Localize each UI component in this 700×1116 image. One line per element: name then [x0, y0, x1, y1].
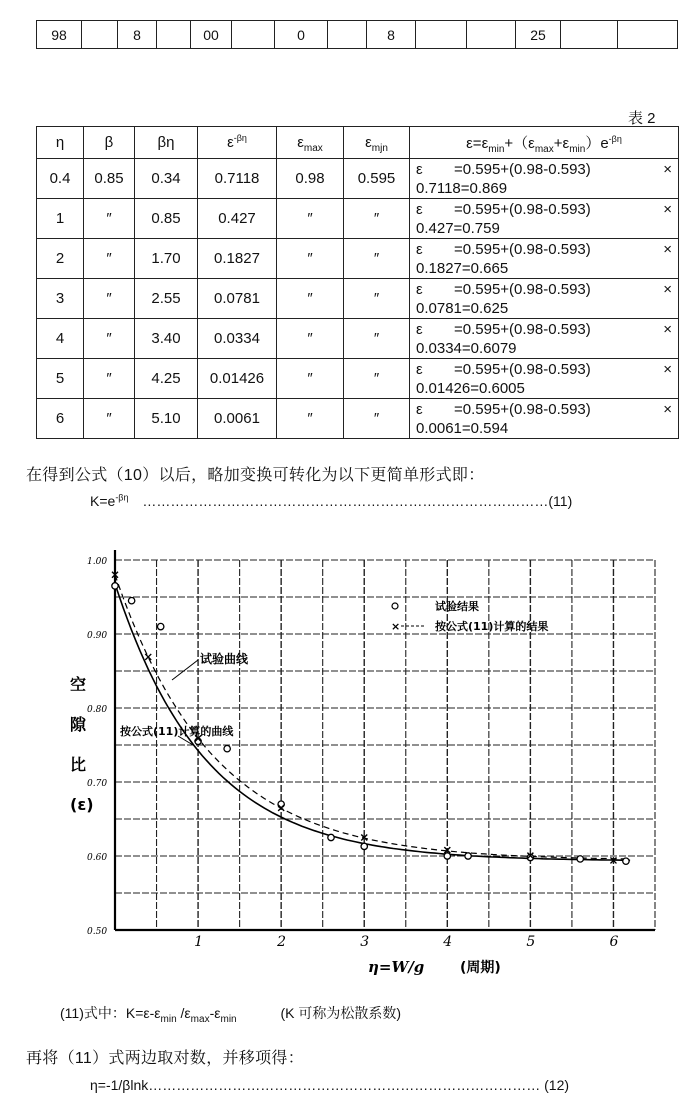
cell-exp: 0.0781	[198, 279, 277, 319]
y-axis-label-char: 隙	[70, 715, 87, 734]
cell-eta: 2	[37, 239, 84, 279]
calc-result: 0.7118=0.869	[416, 179, 508, 197]
annotation-experimental-curve: 试验曲线	[200, 652, 249, 666]
cell-eta: 6	[37, 399, 84, 439]
calc-expression: =0.595+(0.98-0.593)	[454, 160, 591, 178]
cell-beta-eta: 3.40	[135, 319, 198, 359]
cell-beta: ″	[84, 199, 135, 239]
cell-emax: ″	[277, 319, 344, 359]
top-cell	[561, 21, 618, 49]
legend-marker-cross: ×	[391, 620, 401, 633]
legend-marker-circle	[392, 603, 398, 609]
annotation-leader	[172, 660, 198, 680]
cell-beta: ″	[84, 319, 135, 359]
cell-calculation	[410, 199, 679, 239]
cell-beta: ″	[84, 359, 135, 399]
calc-times: ×	[663, 320, 672, 338]
cell-exp: 0.1827	[198, 239, 277, 279]
cell-emin: ″	[344, 319, 410, 359]
x-tick-label: 5	[526, 934, 536, 950]
calc-result: 0.1827=0.665	[416, 259, 509, 277]
experimental-point	[112, 583, 118, 589]
calc-epsilon: ε	[416, 200, 423, 218]
calc-epsilon: ε	[416, 240, 423, 258]
cell-calculation	[410, 239, 679, 279]
calc-epsilon: ε	[416, 160, 423, 178]
calc-expression: =0.595+(0.98-0.593)	[454, 240, 591, 258]
top-cell	[467, 21, 516, 49]
cell-calculation	[410, 399, 679, 439]
y-tick-label: 0.70	[87, 779, 108, 789]
calc-expression: =0.595+(0.98-0.593)	[454, 360, 591, 378]
calc-expression: =0.595+(0.98-0.593)	[454, 320, 591, 338]
table-2	[36, 126, 679, 439]
cell-beta: 0.85	[84, 159, 135, 199]
equation-12: η=-1/βlnk………………………………………………………………………… (12)	[90, 1077, 570, 1093]
cell-eta: 4	[37, 319, 84, 359]
cell-emin: ″	[344, 359, 410, 399]
cell-exp: 0.7118	[198, 159, 277, 199]
top-table	[36, 20, 678, 49]
cell-eta: 1	[37, 199, 84, 239]
calc-times: ×	[663, 160, 672, 178]
top-cell	[328, 21, 367, 49]
top-cell: 8	[367, 21, 416, 49]
experimental-point	[465, 853, 471, 859]
y-tick-label: 0.90	[87, 631, 108, 641]
x-tick-label: 1	[194, 934, 203, 950]
calc-expression: =0.595+(0.98-0.593)	[454, 280, 591, 298]
x-axis-label: η=W/g	[368, 958, 425, 976]
cell-emax: ″	[277, 359, 344, 399]
calc-epsilon: ε	[416, 360, 423, 378]
cell-emax: ″	[277, 239, 344, 279]
cell-emax: 0.98	[277, 159, 344, 199]
experimental-point	[577, 856, 583, 862]
cell-emax: ″	[277, 199, 344, 239]
cell-calculation	[410, 279, 679, 319]
experimental-point	[128, 598, 134, 604]
calc-expression: =0.595+(0.98-0.593)	[454, 200, 591, 218]
y-axis-label-char: 比	[70, 755, 87, 774]
calc-result: 0.0781=0.625	[416, 299, 509, 317]
cell-beta-eta: 4.25	[135, 359, 198, 399]
x-tick-label: 4	[443, 934, 453, 950]
x-tick-label: 3	[360, 934, 370, 950]
table-label: 表 2	[628, 110, 656, 127]
calc-result: 0.427=0.759	[416, 219, 500, 237]
top-cell	[416, 21, 467, 49]
calc-expression: =0.595+(0.98-0.593)	[454, 400, 591, 418]
cell-calculation	[410, 319, 679, 359]
cell-emin: 0.595	[344, 159, 410, 199]
top-cell: 8	[118, 21, 157, 49]
cell-beta-eta: 0.34	[135, 159, 198, 199]
calc-epsilon: ε	[416, 280, 423, 298]
cell-emax: ″	[277, 399, 344, 439]
cell-emin: ″	[344, 399, 410, 439]
cell-emin: ″	[344, 199, 410, 239]
experimental-point	[444, 853, 450, 859]
cell-beta-eta: 2.55	[135, 279, 198, 319]
header-emin: $\varepsilon_{mjn}$	[344, 127, 410, 159]
cell-emax: ″	[277, 279, 344, 319]
x-tick-label: 6	[609, 934, 619, 950]
header-beta-eta: βη	[135, 127, 198, 159]
calc-times: ×	[663, 240, 672, 258]
void-ratio-chart	[60, 540, 660, 980]
cell-exp: 0.0334	[198, 319, 277, 359]
legend-label-formula: 按公式(11)计算的结果	[435, 620, 549, 633]
cell-beta-eta: 0.85	[135, 199, 198, 239]
header-eta: η	[37, 127, 84, 159]
cell-calculation	[410, 159, 679, 199]
x-axis-label-suffix: (周期)	[460, 960, 501, 976]
cell-beta-eta: 5.10	[135, 399, 198, 439]
paragraph-1: 在得到公式（10）以后，略加变换可转化为以下更简单形式即：	[26, 467, 485, 484]
where-clause: (11)式中：$K=\varepsilon-\varepsilon_{min}$ $/\varepsilon_{max}-\varepsilon_{min}$ (K 可称为松散系数)	[60, 1005, 402, 1025]
header-beta: β	[84, 127, 135, 159]
experimental-point	[623, 858, 629, 864]
experimental-point	[328, 834, 334, 840]
cell-exp: 0.427	[198, 199, 277, 239]
header-formula: $\varepsilon=\varepsilon_{min}+(\varepsilon_{max}+\varepsilon_{min})e^{-\beta\eta}$	[410, 127, 679, 159]
cell-exp: 0.01426	[198, 359, 277, 399]
calc-epsilon: ε	[416, 400, 423, 418]
table-header-row	[37, 127, 679, 159]
table-row	[37, 279, 679, 319]
equation-11: $K=e^{-\beta\eta}$ ……………………………………………………………………………(11)	[90, 492, 573, 509]
calc-times: ×	[663, 200, 672, 218]
table-row	[37, 399, 679, 439]
calc-epsilon: ε	[416, 320, 423, 338]
top-cell: 0	[275, 21, 328, 49]
experimental-point	[361, 843, 367, 849]
x-tick-label: 2	[277, 934, 287, 950]
table-row	[37, 239, 679, 279]
table-row	[37, 359, 679, 399]
calc-times: ×	[663, 280, 672, 298]
y-tick-label: 0.80	[87, 705, 108, 715]
calc-result: 0.0061=0.594	[416, 419, 509, 437]
cell-emin: ″	[344, 279, 410, 319]
top-cell	[82, 21, 118, 49]
experimental-point	[157, 623, 163, 629]
calc-times: ×	[663, 400, 672, 418]
paragraph-2: 再将（11）式两边取对数，并移项得：	[26, 1050, 305, 1067]
table-row	[37, 159, 679, 199]
cell-exp: 0.0061	[198, 399, 277, 439]
cell-eta: 5	[37, 359, 84, 399]
header-emax: $\varepsilon_{max}$	[277, 127, 344, 159]
header-exp: $\varepsilon^{-\beta\eta}$	[198, 127, 277, 159]
cell-beta-eta: 1.70	[135, 239, 198, 279]
cell-beta: ″	[84, 399, 135, 439]
calc-result: 0.0334=0.6079	[416, 339, 517, 357]
top-cell: 25	[516, 21, 561, 49]
legend-label-experimental: 试验结果	[435, 600, 479, 613]
cell-beta: ″	[84, 239, 135, 279]
top-table-row	[37, 21, 678, 49]
table-row	[37, 319, 679, 359]
annotation-formula-curve: 按公式(11)计算的曲线	[120, 725, 234, 738]
top-cell	[618, 21, 678, 49]
cell-eta: 0.4	[37, 159, 84, 199]
calc-times: ×	[663, 360, 672, 378]
top-cell	[157, 21, 191, 49]
cell-beta: ″	[84, 279, 135, 319]
experimental-point	[224, 746, 230, 752]
y-tick-label: 1.00	[87, 557, 108, 567]
table-row	[37, 199, 679, 239]
formula-curve	[115, 575, 630, 859]
formula-point	[145, 654, 151, 660]
y-tick-label: 0.50	[87, 927, 108, 937]
y-axis-label-char: 空	[70, 675, 87, 694]
cell-emin: ″	[344, 239, 410, 279]
calc-result: 0.01426=0.6005	[416, 379, 525, 397]
top-cell: 00	[191, 21, 232, 49]
y-axis-label-char: (ε)	[70, 795, 94, 814]
y-tick-label: 0.60	[87, 853, 108, 863]
cell-eta: 3	[37, 279, 84, 319]
cell-calculation	[410, 359, 679, 399]
top-cell	[232, 21, 275, 49]
top-cell: 98	[37, 21, 82, 49]
